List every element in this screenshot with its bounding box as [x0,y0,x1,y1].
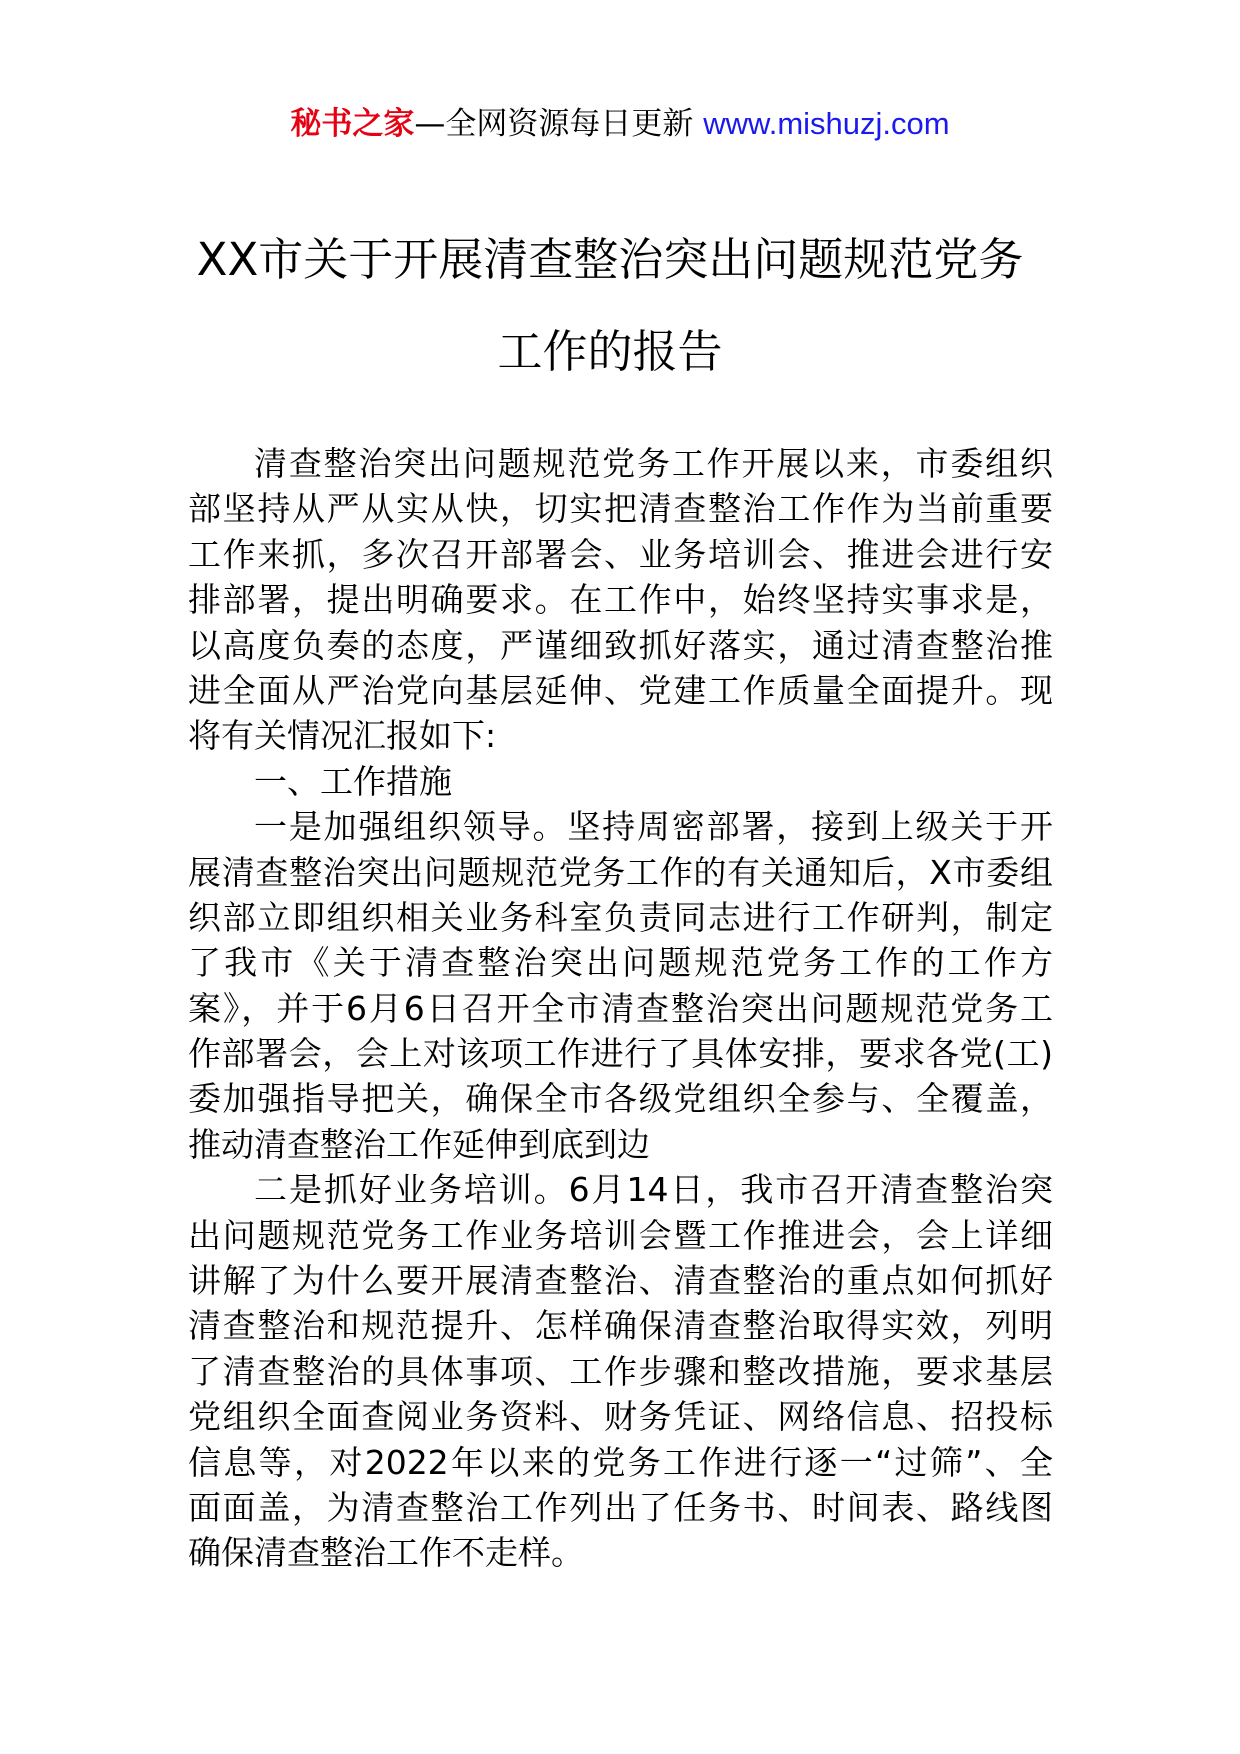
body-line: 将有关情况汇报如下: [188,716,497,756]
body-line: 二是抓好业务培训。6月14日，我市召开清查整治突 [254,1170,1053,1210]
body-line: 部坚持从严从实从快，切实把清查整治工作作为当前重要 [188,489,1053,529]
body-line: 党组织全面查阅业务资料、财务凭证、网络信息、招投标 [188,1397,1053,1437]
body-line: 信息等，对2022年以来的党务工作进行逐一“过筛”、全 [188,1442,1053,1482]
section-heading: 一、工作措施 [254,761,452,801]
body-line: 出问题规范党务工作业务培训会暨工作推进会，会上详细 [188,1215,1053,1255]
body-line: 委加强指导把关，确保全市各级党组织全参与、全覆盖， [188,1079,1053,1119]
body-line: 了清查整治的具体事项、工作步骤和整改措施，要求基层 [188,1351,1053,1391]
document-title-line-2: 工作的报告 [497,325,723,378]
body-line: 一是加强组织领导。坚持周密部署，接到上级关于开 [254,807,1053,847]
site-banner [0,102,1240,146]
body-line: 清查整治突出问题规范党务工作开展以来，市委组织 [254,444,1053,483]
banner-tagline: —全网资源每日更新 [414,106,694,142]
body-line: 工作来抓，多次召开部署会、业务培训会、推进会进行安 [188,534,1053,574]
body-line: 作部署会，会上对该项工作进行了具体安排，要求各党(工) [188,1034,1053,1074]
body-line: 讲解了为什么要开展清查整治、清查整治的重点如何抓好 [188,1261,1053,1301]
body-line: 确保清查整治工作不走样。 [188,1533,584,1573]
body-line: 了我市《关于清查整治突出问题规范党务工作的工作方 [188,943,1053,983]
document-body [188,441,1053,1576]
banner-brand: 秘书之家 [290,106,415,142]
body-line: 进全面从严治党向基层延伸、党建工作质量全面提升。现 [188,670,1053,710]
body-line: 织部立即组织相关业务科室负责同志进行工作研判，制定 [188,897,1053,937]
body-line: 排部署，提出明确要求。在工作中，始终坚持实事求是， [188,580,1053,620]
banner-site-link[interactable]: www.mishuzj.com [703,106,950,141]
body-line: 清查整治和规范提升、怎样确保清查整治取得实效，列明 [188,1306,1053,1346]
document-title-line-1: XX市关于开展清查整治突出问题规范党务 [196,233,1024,286]
body-line: 以高度负奏的态度，严谨细致抓好落实，通过清查整治推 [188,625,1053,665]
body-line: 面面盖，为清查整治工作列出了任务书、时间表、路线图 [188,1487,1053,1527]
body-line: 展清查整治突出问题规范党务工作的有关通知后，X市委组 [188,852,1053,892]
body-line: 案》，并于6月6日召开全市清查整治突出问题规范党务工 [188,988,1053,1028]
body-line: 推动清查整治工作延伸到底到边 [188,1124,650,1164]
